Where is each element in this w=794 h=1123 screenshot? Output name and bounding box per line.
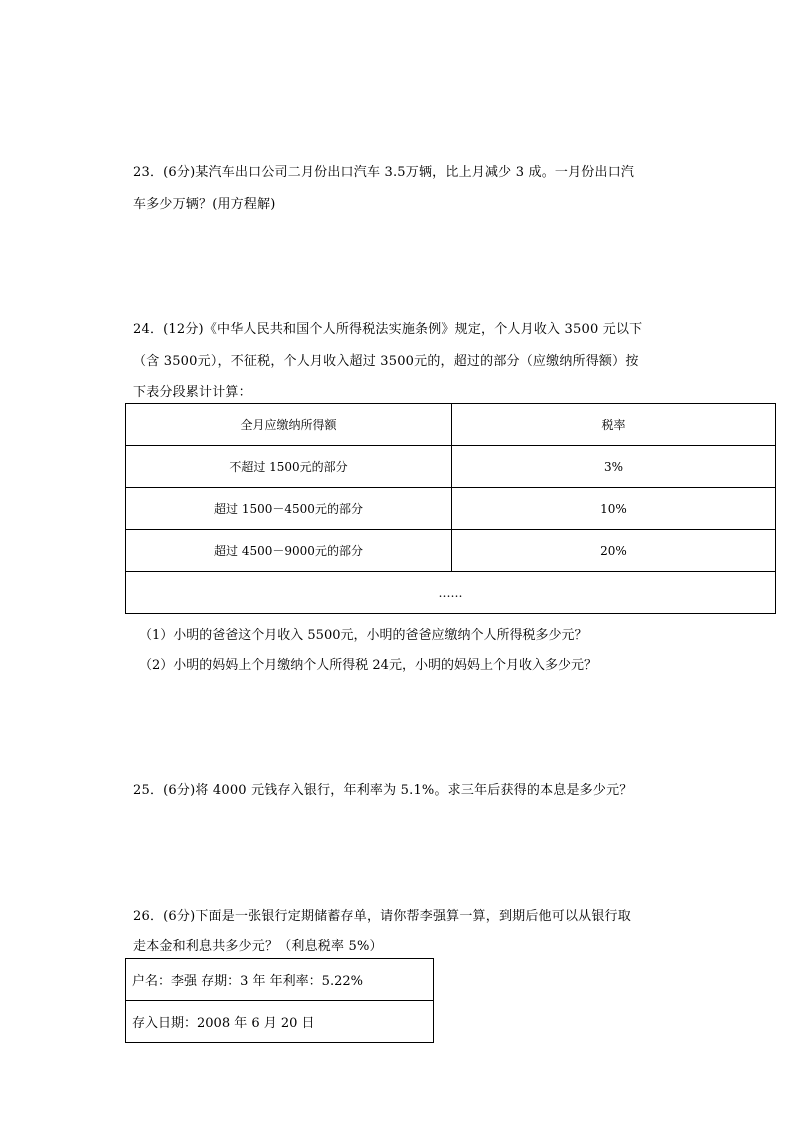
cell-rate: 3%	[452, 446, 776, 488]
deposit-slip	[125, 958, 434, 1043]
table-row	[126, 530, 776, 572]
slip-row	[126, 959, 434, 1001]
table-header-row	[126, 404, 776, 446]
q24-line1: 24．(12分)《中华人民共和国个人所得税法实施条例》规定，个人月收入 3500 元以下	[133, 322, 643, 337]
slip-account-info: 户名：李强 存期：3 年 年利率：5.22%	[126, 959, 434, 1001]
cell-rate: 20%	[452, 530, 776, 572]
ellipsis-cell: ……	[126, 572, 776, 614]
slip-row	[126, 1001, 434, 1043]
cell-income: 超过 4500－9000元的部分	[126, 530, 452, 572]
slip-deposit-date: 存入日期：2008 年 6 月 20 日	[126, 1001, 434, 1043]
tax-rate-table	[125, 403, 776, 614]
table-row	[126, 446, 776, 488]
table-row	[126, 488, 776, 530]
q26-line2: 走本金和利息共多少元？（利息税率 5%）	[133, 939, 383, 954]
table-row-ellipsis	[126, 572, 776, 614]
q24-line3: 下表分段累计计算：	[133, 385, 252, 400]
q24-line2: （含 3500元），不征税，个人月收入超过 3500元的，超过的部分（应缴纳所得额）按	[133, 354, 639, 369]
q23-line2: 车多少万辆？(用方程解)	[133, 197, 276, 212]
header-income: 全月应缴纳所得额	[126, 404, 452, 446]
q23-line1: 23．(6分)某汽车出口公司二月份出口汽车 3.5万辆，比上月减少 3 成。一月份出口汽	[133, 165, 635, 180]
q25-line1: 25．(6分)将 4000 元钱存入银行，年利率为 5.1%。求三年后获得的本息是多少元？	[133, 783, 633, 798]
cell-income: 不超过 1500元的部分	[126, 446, 452, 488]
cell-rate: 10%	[452, 488, 776, 530]
q24-sub1: （1）小明的爸爸这个月收入 5500元，小明的爸爸应缴纳个人所得税多少元？	[139, 628, 588, 643]
q24-sub2: （2）小明的妈妈上个月缴纳个人所得税 24元，小明的妈妈上个月收入多少元？	[139, 658, 597, 673]
cell-income: 超过 1500－4500元的部分	[126, 488, 452, 530]
q26-line1: 26．(6分)下面是一张银行定期储蓄存单，请你帮李强算一算，到期后他可以从银行取	[133, 909, 631, 924]
header-rate: 税率	[452, 404, 776, 446]
